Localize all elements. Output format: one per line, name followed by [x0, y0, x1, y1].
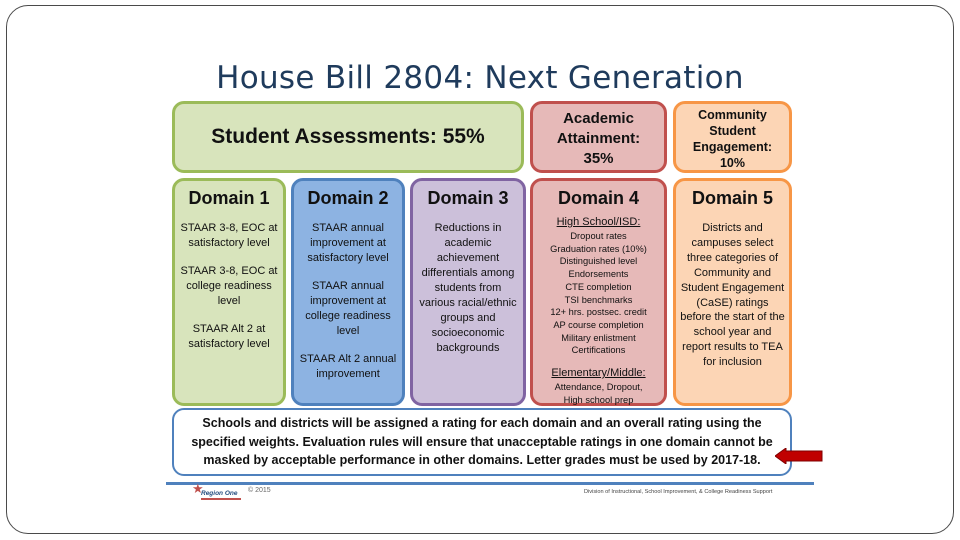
- community-engagement-line-4: 10%: [719, 156, 746, 170]
- domain-4-hs-item: Dropout rates: [570, 231, 627, 241]
- academic-attainment-line-2: Attainment:: [556, 130, 641, 147]
- student-assessments-label: Student Assessments: 55%: [211, 125, 485, 148]
- domain-4-elementary-heading: Elementary/Middle:: [551, 367, 646, 380]
- logo-text: Region One: [201, 490, 238, 497]
- domain-4-em-item: High school prep: [563, 394, 634, 405]
- domain-3-title: Domain 3: [427, 188, 509, 208]
- domain-2-item: STAAR Alt 2 annual improvement: [299, 353, 397, 380]
- domain-4-hs-item: AP course completion: [553, 319, 644, 330]
- domain-5-box: [673, 178, 792, 406]
- community-engagement-line-2: Student: [709, 124, 756, 138]
- domain-4-title: Domain 4: [557, 188, 640, 208]
- footer-divider: [166, 482, 814, 485]
- footer-division: Division of Instructional, School Improvement, & College Readiness Support: [584, 489, 773, 495]
- domain-1-item: STAAR Alt 2 at satisfactory level: [188, 323, 270, 350]
- region-one-logo: [192, 481, 240, 504]
- domain-1-item: STAAR 3-8, EOC at satisfactory level: [180, 222, 278, 249]
- academic-attainment-line-1: Academic: [563, 110, 634, 127]
- domain-4-hs-item: Graduation rates (10%): [550, 243, 647, 254]
- community-engagement-line-3: Engagement:: [692, 140, 773, 154]
- domain-4-em-item: Attendance, Dropout,: [554, 382, 643, 393]
- domain-2-title: Domain 2: [307, 188, 389, 208]
- community-engagement-line-1: Community: [698, 108, 767, 122]
- domain-4-hs-item: TSI benchmarks: [564, 294, 633, 305]
- domain-1-item: STAAR 3-8, EOC at college readiness level: [180, 265, 278, 307]
- student-assessments-box: [172, 101, 524, 173]
- domain-2-item: STAAR annual improvement at college readiness level: [305, 280, 391, 337]
- star-icon: ★: [192, 481, 204, 496]
- domain-5-title: Domain 5: [691, 188, 774, 208]
- academic-attainment-line-3: 35%: [583, 150, 614, 167]
- domain-4-hs-item: Military enlistment: [561, 332, 636, 343]
- domain-1-box: [172, 178, 286, 406]
- domain-4-high-school-heading: High School/ISD:: [556, 216, 641, 228]
- domain-5-text: Districts and campuses select three categories of Community and Student Engagement (CaSE) ratings before the start of the school year and report results to TEA for inclusion: [680, 222, 785, 369]
- domain-3-text: Reductions in academic achievement differentials among students from various racial/ethnic groups and socioeconomic backgrounds: [419, 222, 517, 354]
- domain-4-hs-item: Endorsements: [568, 269, 629, 280]
- left-arrow-icon: [775, 448, 823, 464]
- slide-title: House Bill 2804: Next Generation: [216, 60, 744, 96]
- rating-note-text: Schools and districts will be assigned a rating for each domain and an overall rating using the specified weights. Evaluation rules will ensure that unacceptable ratings in one domain cannot be masked by acceptable performance in other domains. Letter grades must be used by 2017-18.: [191, 416, 773, 467]
- rating-note-box: [172, 408, 792, 476]
- domain-2-box: [291, 178, 405, 406]
- domain-4-hs-item: CTE completion: [565, 281, 632, 292]
- domain-4-box: [530, 178, 667, 406]
- domain-3-box: [410, 178, 526, 406]
- domain-2-item: STAAR annual improvement at satisfactory level: [307, 222, 389, 264]
- domain-1-title: Domain 1: [188, 188, 270, 208]
- domain-4-hs-item: 12+ hrs. postsec. credit: [550, 307, 647, 318]
- academic-attainment-box: [530, 101, 667, 173]
- copyright: © 2015: [248, 487, 271, 494]
- domain-4-hs-item: Certifications: [571, 345, 626, 356]
- domain-4-hs-item: Distinguished level: [559, 256, 638, 267]
- community-engagement-box: [673, 101, 792, 173]
